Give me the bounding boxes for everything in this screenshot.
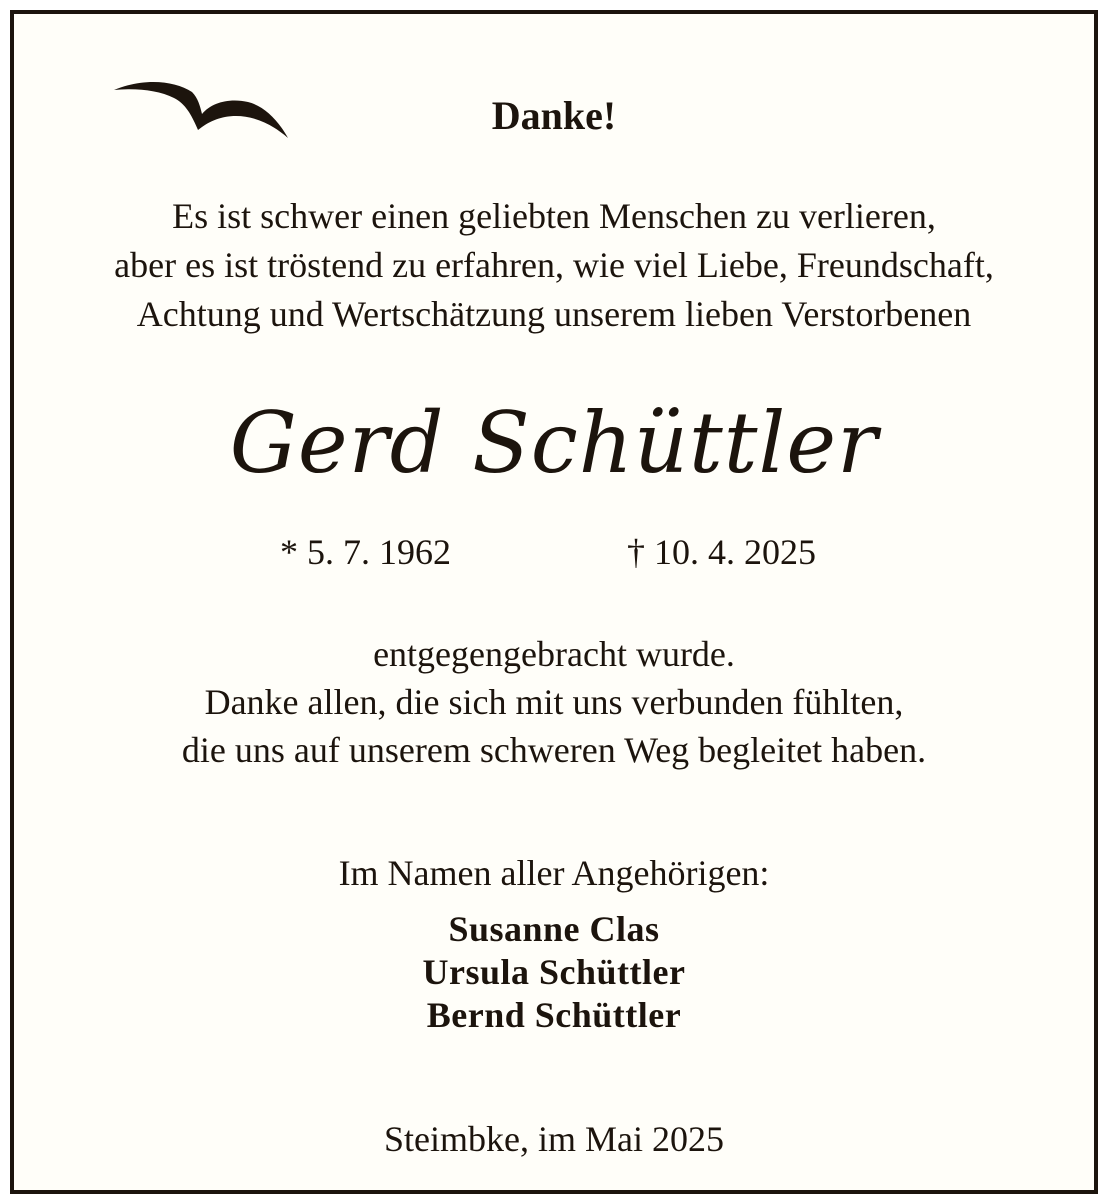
thanks-line: die uns auf unserem schweren Weg begleitet haben. <box>181 730 927 770</box>
thanks-line: entgegengebracht wurde. <box>373 634 735 674</box>
family-list <box>14 908 1094 1037</box>
notice-heading: Danke! <box>491 93 617 138</box>
intro-line: aber es ist tröstend zu erfahren, wie viel Liebe, Freundschaft, <box>114 245 994 285</box>
deceased-name: Gerd Schüttler <box>229 394 879 492</box>
thanks-text <box>14 630 1094 774</box>
family-intro: Im Namen aller Angehörigen: <box>338 853 770 893</box>
family-member: Bernd Schüttler <box>426 995 682 1035</box>
obituary-card <box>10 10 1098 1194</box>
place-date: Steimbke, im Mai 2025 <box>384 1119 724 1159</box>
intro-line: Es ist schwer einen geliebten Menschen zu verlieren, <box>172 196 936 236</box>
death-date: † 10. 4. 2025 <box>627 532 816 572</box>
thanks-line: Danke allen, die sich mit uns verbunden fühlten, <box>204 682 904 722</box>
family-member: Ursula Schüttler <box>422 952 686 992</box>
family-member: Susanne Clas <box>448 909 660 949</box>
intro-text <box>14 192 1094 339</box>
birth-date: * 5. 7. 1962 <box>280 532 451 572</box>
intro-line: Achtung und Wertschätzung unserem lieben Verstorbenen <box>136 294 972 334</box>
